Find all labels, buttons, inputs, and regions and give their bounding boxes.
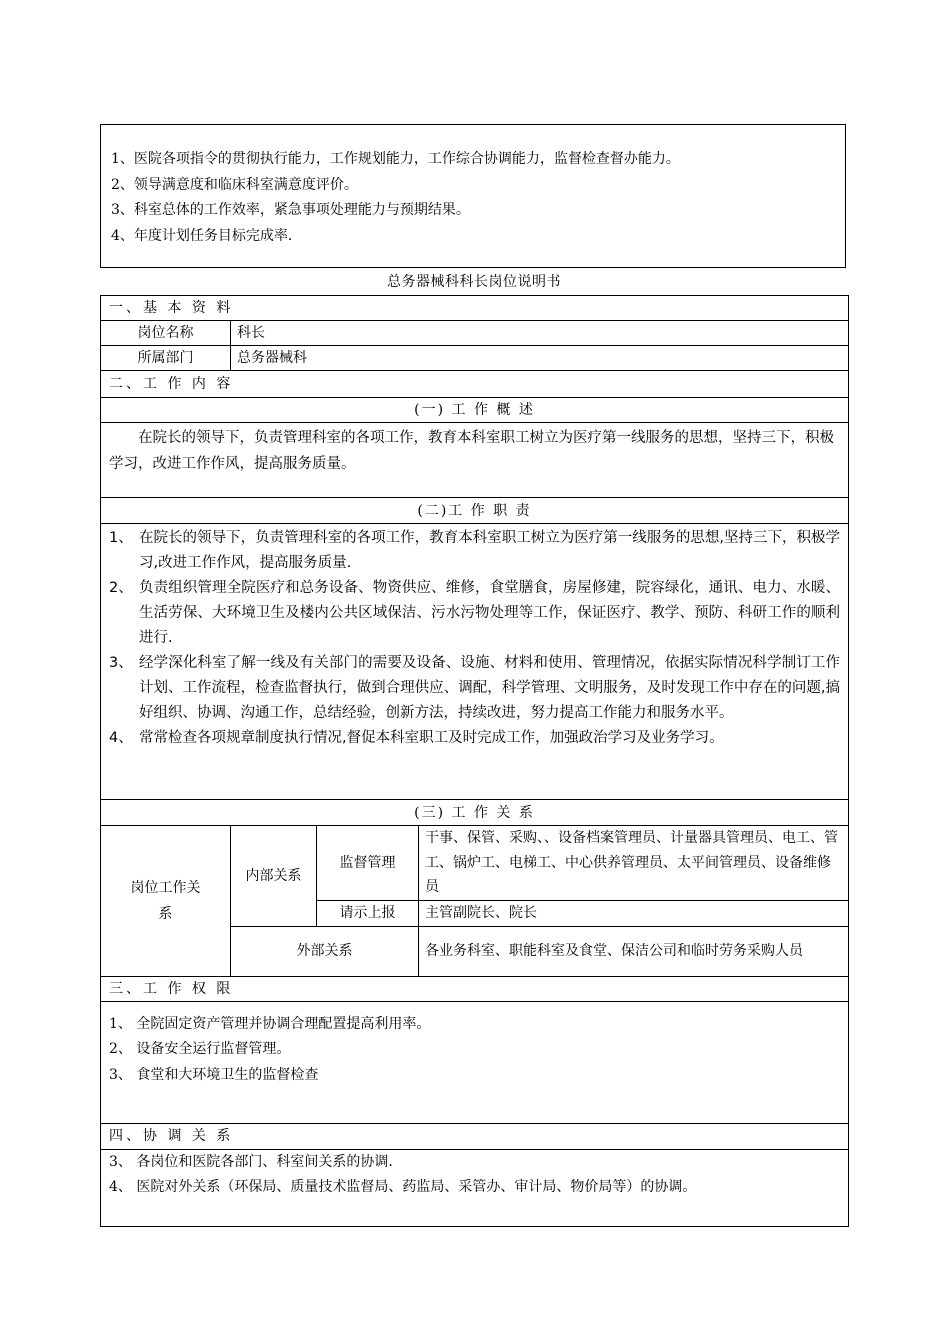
document-title: 总务器械科科长岗位说明书: [387, 274, 561, 290]
report-value: 主管副院长、院长: [419, 901, 849, 927]
section-basic-info-heading: 一、基 本 资 料: [101, 296, 849, 321]
authority-cell: [101, 1001, 849, 1123]
authority-item: 1、 全院固定资产管理并协调合理配置提高利用率。: [109, 1015, 431, 1032]
duty-text: 经学深化科室了解一线及有关部门的需要及设备、设施、材料和使用、管理情况，依据实际情况科学制订工作计划、工作流程，检查监督执行，做到合理供应、调配，科学管理、文明服务，及时发现工作中存在的问题,搞好组织、协调、沟通工作，总结经验，创新方法，持续改进，努力提高工作能力和服务水平。: [139, 655, 841, 721]
authority-item: 2、 设备安全运行监督管理。: [109, 1041, 291, 1057]
position-name-label: 岗位名称: [101, 321, 231, 346]
report-label: 请示上报: [317, 901, 419, 927]
duty-item: [109, 726, 840, 751]
overview-text: 在院长的领导下，负责管理科室的各项工作，教育本科室职工树立为医疗第一线服务的思想，坚持三下，积极学习，改进工作作风，提高服务质量。: [109, 430, 834, 472]
relations-heading: (三) 工 作 关 系: [101, 800, 849, 826]
coordination-item: 4、 医院对外关系（环保局、质量技术监督局、药监局、采管办、审计局、物价局等）的协调。: [109, 1179, 697, 1195]
duty-number: 1、: [109, 530, 133, 546]
supervise-value: 干事、保管、采购、、设备档案管理员、计量器具管理员、电工、管工、锅炉工、电梯工、中心供养管理员、太平间管理员、设备维修员: [419, 826, 849, 901]
coordination-item: 3、 各岗位和医院各部门、科室间关系的协调.: [109, 1153, 393, 1170]
job-description-table: [100, 295, 849, 1227]
supervise-label: 监督管理: [317, 826, 419, 901]
duty-item: [109, 576, 840, 651]
section-coordination-heading: 四、协 调 关 系: [101, 1123, 849, 1149]
criteria-item: 1、医院各项指令的贯彻执行能力，工作规划能力，工作综合协调能力，监督检查督办能力。: [111, 151, 680, 167]
duty-item: [109, 651, 840, 726]
duties-cell: [101, 524, 849, 800]
authority-item: 3、 食堂和大环境卫生的监督检查: [109, 1066, 319, 1083]
external-relations-value: 各业务科室、职能科室及食堂、保洁公司和临时劳务采购人员: [419, 926, 849, 976]
coordination-cell: [101, 1149, 849, 1226]
external-relations-label: 外部关系: [231, 926, 419, 976]
duties-heading: (二)工 作 职 责: [101, 498, 849, 524]
internal-relations-label: 内部关系: [231, 826, 317, 927]
duty-number: 4、: [109, 730, 133, 746]
department-value: 总务器械科: [231, 346, 849, 371]
criteria-item: 2、领导满意度和临床科室满意度评价。: [111, 176, 358, 193]
position-name-value: 科长: [231, 321, 849, 346]
section-work-content-heading: 二、工 作 内 容: [101, 371, 849, 398]
job-relations-label: 岗位工作关系: [101, 826, 231, 977]
evaluation-criteria-box: [100, 124, 846, 268]
criteria-item: 4、年度计划任务目标完成率.: [111, 227, 293, 244]
duty-text: 在院长的领导下，负责管理科室的各项工作，教育本科室职工树立为医疗第一线服务的思想,坚持三下，积极学习,改进工作作风，提高服务质量.: [139, 530, 841, 571]
department-label: 所属部门: [101, 346, 231, 371]
overview-cell: [101, 423, 849, 498]
duty-text: 负责组织管理全院医疗和总务设备、物资供应、维修，食堂膳食，房屋修建，院容绿化，通讯、电力、水暖、生活劳保、大环境卫生及楼内公共区域保洁、污水污物处理等工作，保证医疗、教学、预防、科研工作的顺利进行.: [139, 580, 841, 646]
duty-number: 2、: [109, 580, 133, 596]
duty-number: 3、: [109, 655, 133, 671]
duty-text: 常常检查各项规章制度执行情况,督促本科室职工及时完成工作，加强政治学习及业务学习。: [139, 730, 724, 746]
overview-heading: (一) 工 作 概 述: [101, 398, 849, 423]
section-authority-heading: 三、工 作 权 限: [101, 976, 849, 1001]
criteria-item: 3、科室总体的工作效率，紧急事项处理能力与预期结果。: [111, 202, 470, 218]
duty-item: [109, 526, 840, 576]
